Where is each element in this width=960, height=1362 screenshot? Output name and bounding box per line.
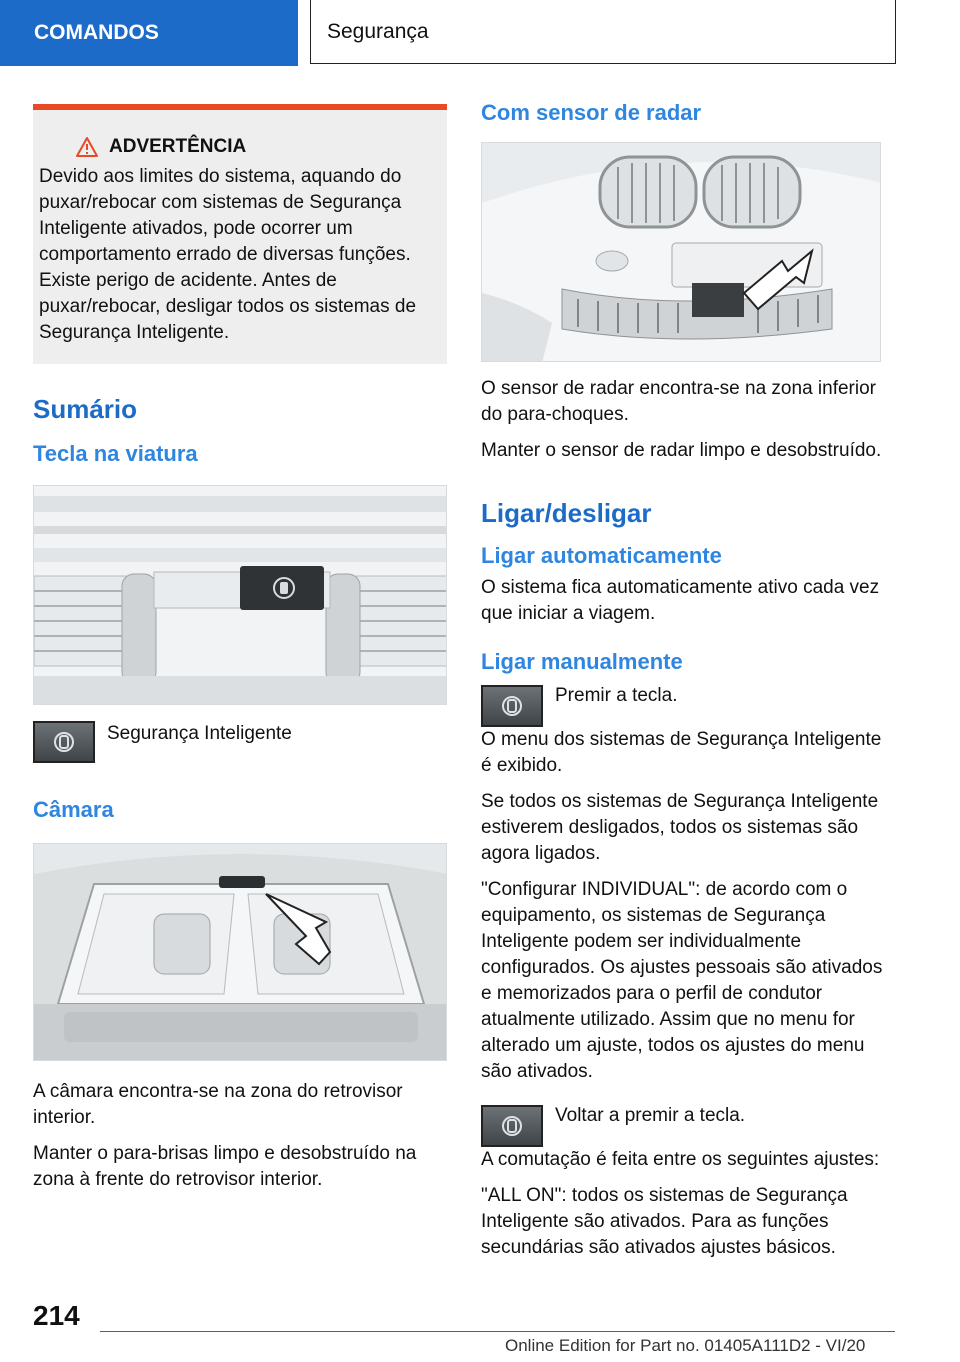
seguranca-button-icon-2	[481, 685, 543, 727]
manual-step-row	[481, 683, 896, 727]
radar-paragraph-2: Manter o sensor de radar limpo e desobstruído.	[481, 440, 882, 461]
tecla-row	[33, 721, 447, 763]
again-step-row	[481, 1103, 896, 1147]
car-shield-icon	[53, 731, 75, 753]
dashboard-illustration	[34, 486, 447, 705]
dashboard-button-figure	[33, 485, 447, 705]
chapter-title: Segurança	[327, 19, 429, 43]
radar-heading: Com sensor de radar	[481, 100, 702, 125]
section-title: COMANDOS	[34, 21, 159, 44]
manual-paragraph-2: "Configurar INDIVIDUAL": de acordo com o equipamento, os sistemas de Segurança Inteligente podem ser individualmente configurados. Os ajustes pessoais são ativados e memorizados para o perfil de condutor atualmente utilizado. Assim que no menu for alterado um ajuste, todos os ajustes do menu são ativados.	[481, 879, 883, 1082]
again-step-1: Voltar a premir a tecla.	[555, 1105, 746, 1126]
camera-illustration	[34, 844, 447, 1061]
warning-triangle-icon	[75, 136, 99, 158]
ligar-auto-heading: Ligar automaticamente	[481, 543, 722, 568]
manual-paragraph-1: Se todos os sistemas de Segurança Inteligente estiverem desligados, todos os sistemas são agora ligados.	[481, 791, 879, 864]
camara-paragraph-2: Manter o para-brisas limpo e desobstruído na zona à frente do retrovisor interior.	[33, 1143, 417, 1190]
radar-figure	[481, 142, 881, 362]
page-number: 214	[33, 1300, 80, 1331]
ligar-auto-paragraph: O sistema fica automaticamente ativo cada vez que iniciar a viagem.	[481, 577, 880, 624]
warning-title: ADVERTÊNCIA	[109, 136, 247, 157]
radar-illustration	[482, 143, 881, 362]
button-caption: Segurança Inteligente	[107, 723, 292, 744]
camara-heading: Câmara	[33, 797, 114, 822]
left-column	[33, 104, 447, 1203]
warning-heading	[75, 134, 439, 160]
ligar-desligar-heading: Ligar/desligar	[481, 498, 652, 528]
chapter-header	[310, 0, 896, 64]
section-tab	[0, 0, 298, 66]
ligar-manual-heading: Ligar manualmente	[481, 649, 683, 674]
car-shield-icon	[501, 695, 523, 717]
manual-step-2: O menu dos sistemas de Segurança Inteligente é exibido.	[481, 729, 882, 776]
all-on-paragraph: "ALL ON": todos os sistemas de Segurança Inteligente são ativados. Para as funções secundárias são ativados ajustes básicos.	[481, 1185, 848, 1258]
seguranca-button-icon-3	[481, 1105, 543, 1147]
seguranca-button-icon	[33, 721, 95, 763]
sumario-heading: Sumário	[33, 394, 138, 424]
radar-paragraph-1: O sensor de radar encontra-se na zona inferior do para-choques.	[481, 378, 876, 425]
tecla-heading: Tecla na viatura	[33, 441, 198, 466]
again-step-2: A comutação é feita entre os seguintes ajustes:	[481, 1149, 880, 1170]
camera-figure	[33, 843, 447, 1061]
footer-edition: Online Edition for Part no. 01405A111D2 - VI/20	[505, 1336, 866, 1355]
camara-paragraph-1: A câmara encontra-se na zona do retrovisor interior.	[33, 1081, 403, 1128]
footer-divider	[100, 1331, 895, 1332]
warning-text: Devido aos limites do sistema, aquando do puxar/rebocar com sistemas de Segurança Inteligente ativados, pode ocorrer um comportamento errado de diversas funções. Existe perigo de acidente. Antes de puxar/rebocar, desligar todos os sistemas de Segurança Inteligente.	[39, 166, 417, 343]
right-column	[481, 100, 896, 1271]
manual-step-1: Premir a tecla.	[555, 685, 678, 706]
warning-box	[33, 104, 447, 364]
car-shield-icon	[501, 1115, 523, 1137]
